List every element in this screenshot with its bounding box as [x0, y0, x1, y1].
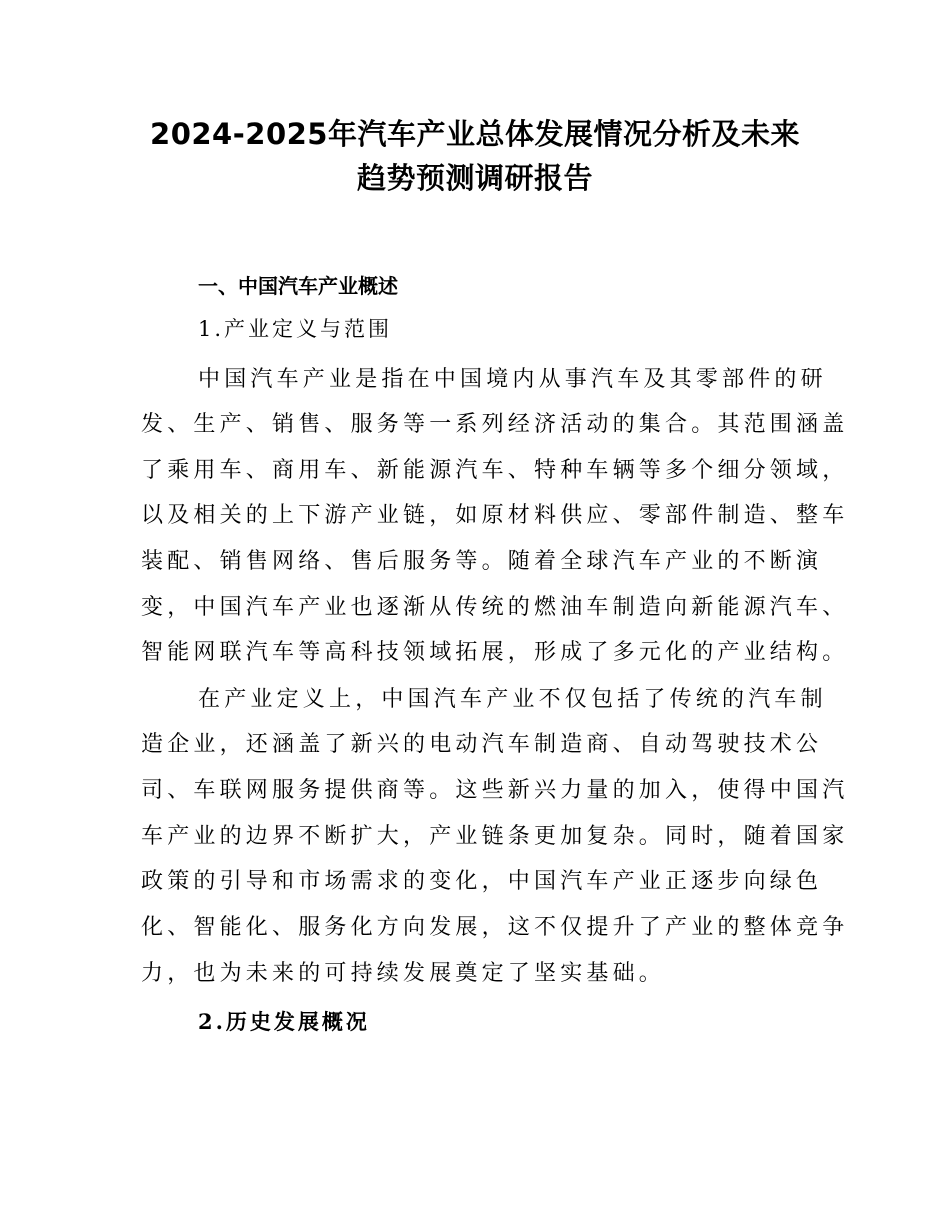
paragraph-1-line: 智能网联汽车等高科技领域拓展，形成了多元化的产业结构。 — [141, 640, 849, 665]
document-title-line-2: 趋势预测调研报告 — [356, 161, 593, 195]
paragraph-1-line: 装配、销售网络、售后服务等。随着全球汽车产业的不断演 — [141, 549, 823, 574]
paragraph-2-line: 力，也为未来的可持续发展奠定了坚实基础。 — [141, 961, 666, 986]
paragraph-2-line: 在产业定义上，中国汽车产业不仅包括了传统的汽车制 — [198, 687, 827, 712]
paragraph-2-line: 化、智能化、服务化方向发展，这不仅提升了产业的整体竞争 — [141, 915, 849, 940]
paragraph-1-line: 了乘用车、商用车、新能源汽车、特种车辆等多个细分领域， — [141, 458, 849, 483]
paragraph-2-line: 政策的引导和市场需求的变化，中国汽车产业正逐步向绿色 — [141, 869, 823, 894]
subsection-heading-1: 1.产业定义与范围 — [198, 317, 393, 341]
paragraph-1-line: 发、生产、销售、服务等一系列经济活动的集合。其范围涵盖 — [141, 412, 849, 437]
paragraph-1-line: 变，中国汽车产业也逐渐从传统的燃油车制造向新能源汽车、 — [141, 595, 849, 620]
paragraph-2-line: 司、车联网服务提供商等。这些新兴力量的加入，使得中国汽 — [141, 778, 849, 803]
paragraph-2-line: 车产业的边界不断扩大，产业链条更加复杂。同时，随着国家 — [141, 824, 849, 849]
paragraph-2-line: 造企业，还涵盖了新兴的电动汽车制造商、自动驾驶技术公 — [141, 732, 823, 757]
paragraph-1-line: 以及相关的上下游产业链，如原材料供应、零部件制造、整车 — [141, 503, 849, 528]
document-title-line-1: 2024-2025年汽车产业总体发展情况分析及未来 — [150, 117, 800, 151]
paragraph-1-line: 中国汽车产业是指在中国境内从事汽车及其零部件的研 — [198, 367, 827, 392]
subsection-heading-2: 2.历史发展概况 — [198, 1009, 370, 1034]
section-heading: 一、中国汽车产业概述 — [198, 274, 398, 298]
